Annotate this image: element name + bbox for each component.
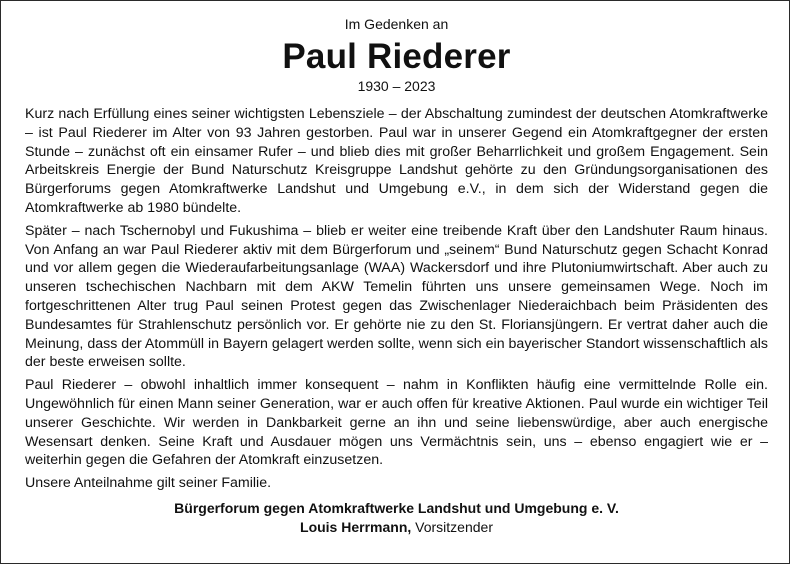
notice-body — [25, 105, 768, 493]
signature-signer — [25, 518, 768, 537]
paragraph-1: Kurz nach Erfüllung eines seiner wichtigsten Lebensziele – der Abschaltung zumindest der deutschen Atomkraftwerke – ist Paul Riederer im Alter von 93 Jahren gestorben. Paul war in unserer Gegend ein Atomkraftgegner der ersten Stunde – zunächst oft ein einsamer Rufer – und blieb dies mit großer Beharrlichkeit und großem Engagement. Sein Arbeitskreis Energie der Bund Naturschutz Kreisgruppe Landshut gehörte zu den Gründungsorganisationen des Bürgerforums gegen Atomkraftwerke Landshut und Umgebung e.V., in dem sich der Widerstand gegen die Atomkraftwerke ab 1980 bündelte. — [25, 106, 768, 216]
signer-role: Vorsitzender — [415, 518, 493, 535]
paragraph-3: Paul Riederer – obwohl inhaltlich immer konsequent – nahm in Konflikten häufig eine vermittelnde Rolle ein. Ungewöhnlich für einen Mann seiner Generation, war er auch offen für kreative Aktionen. Paul wurde ein wichtiger Teil unserer Geschichte. Wir werden in Dankbarkeit gerne an ihn und seine liebenswürdige, aber auch energische Wesensart denken. Seine Kraft und Ausdauer mögen uns Vermächtnis sein, uns – ebenso engagiert wie er – weiterhin gegen die Gefahren der Atomkraft einzusetzen. — [25, 377, 768, 469]
signature-block — [25, 499, 768, 537]
signature-organization: Bürgerforum gegen Atomkraftwerke Landshut und Umgebung e. V. — [174, 499, 619, 516]
paragraph-4: Unsere Anteilnahme gilt seiner Familie. — [25, 475, 272, 492]
notice-kicker: Im Gedenken an — [344, 16, 449, 32]
paragraph-2: Später – nach Tschernobyl und Fukushima – blieb er weiter eine treibende Kraft über den Landshuter Raum hinaus. Von Anfang an war Paul Riederer aktiv mit dem Bürgerforum und „seinem“ Bund Naturschutz gegen Schacht Konrad und vor allem gegen die Wiederaufarbeitungsanlage (WAA) Wackersdorf und ihre Plutoniumwirtschaft. Aber auch zu unseren tschechischen Nachbarn mit dem AKW Temelin führten uns unsere gemeinsamen Wege. Noch im fortgeschrittenen Alter trug Paul seinen Protest gegen das Zwischenlager Niederaichbach beim Präsidenten des Bundesamtes für Strahlenschutz persönlich vor. Er gehörte nie zu den St. Floriansjüngern. Er vertrat daher auch die Meinung, dass der Atommüll in Bayern gelagert werden sollte, wenn sich ein bayerischer Standort wissenschaftlich als der beste erweisen sollte. — [25, 222, 768, 371]
signer-name: Louis Herrmann, — [300, 518, 412, 535]
life-years: 1930 – 2023 — [357, 78, 436, 94]
notice-content — [25, 15, 768, 537]
deceased-name: Paul Riederer — [282, 37, 511, 76]
